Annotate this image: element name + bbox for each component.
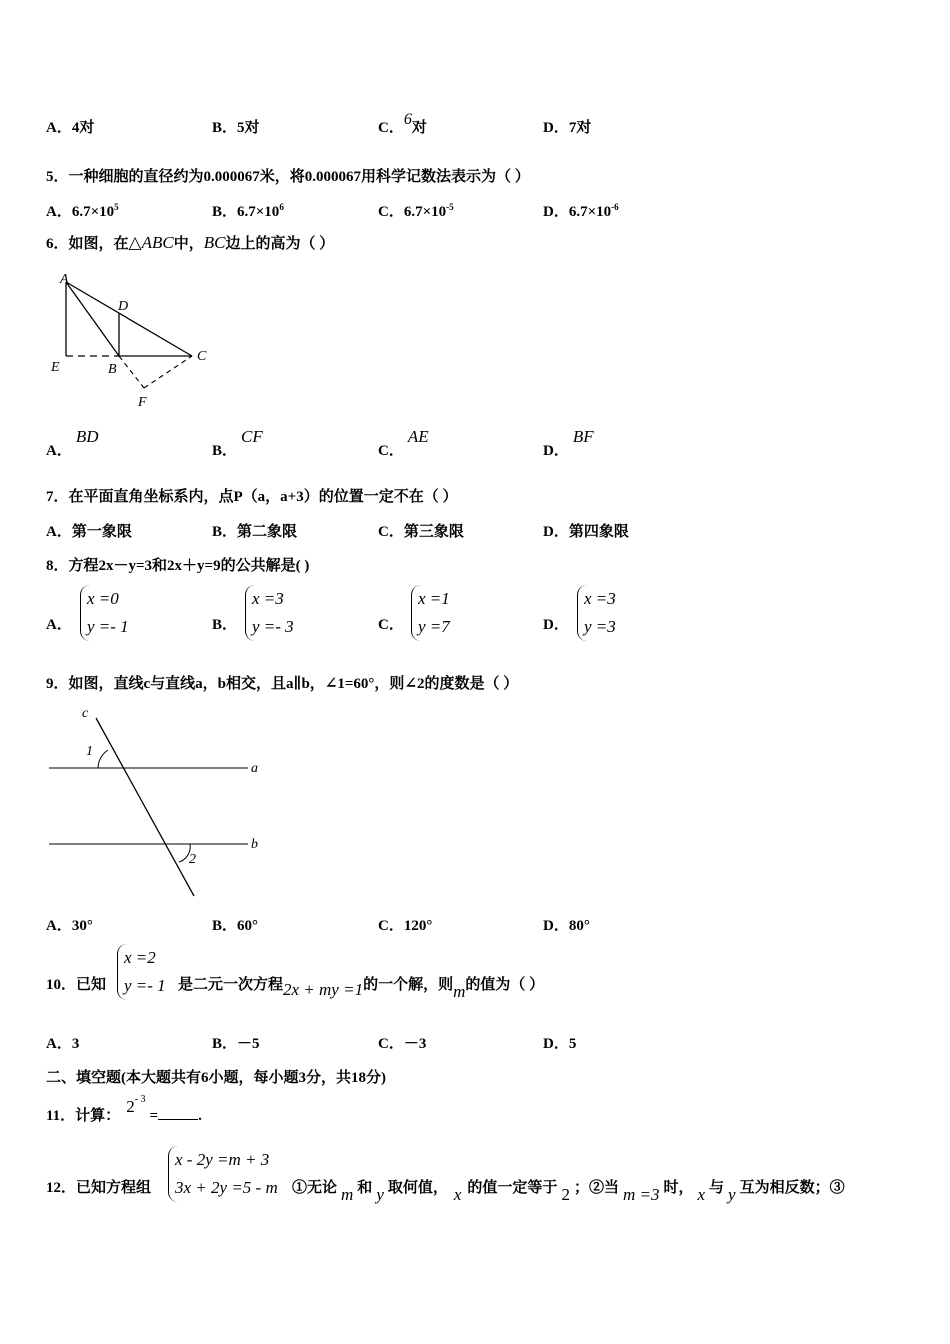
- q6-line-ab: [66, 282, 119, 356]
- q7-option-b: B．第二象限: [212, 524, 298, 540]
- q8-option-b-system: [245, 585, 294, 641]
- q9-option-d: D．80°: [543, 918, 590, 934]
- q4-option-c-suffix: 对: [411, 120, 427, 136]
- q9-option-a: A．30°: [46, 918, 93, 934]
- q6-stem-a: 6．如图，在: [46, 236, 129, 252]
- q8-option-a-eq1: x =0: [87, 589, 119, 608]
- q6-stem: [46, 232, 334, 253]
- q9-label-2: 2: [189, 852, 196, 867]
- q9-parallel-lines-figure: [40, 700, 280, 900]
- q4-option-c-number: 6: [403, 111, 412, 128]
- q10-m: m: [453, 982, 466, 1001]
- q11-exponent: - 3: [134, 1094, 146, 1105]
- q12-t8: 互为相反数；③: [739, 1180, 845, 1196]
- q10-option-d: D．5: [543, 1036, 577, 1052]
- q9-label-1: 1: [86, 744, 93, 759]
- q11-equals: =: [149, 1108, 159, 1124]
- q8-option-a-eq2: y =- 1: [87, 617, 129, 636]
- q7-option-a: A．第一象限: [46, 524, 132, 540]
- q10-stem-a: 10．已知: [46, 977, 107, 993]
- q6-line-ac: [66, 282, 192, 356]
- q5-option-b-exponent: 6: [279, 202, 284, 212]
- q4-option-a: A．4对: [46, 120, 95, 136]
- q6-side-bc: BC: [203, 233, 226, 252]
- q6-label-e: E: [51, 360, 60, 375]
- q10-system: [117, 944, 166, 1000]
- q12-two: 2: [561, 1185, 570, 1204]
- q6-option-d-letter: D．: [543, 443, 569, 459]
- q6-label-f: F: [138, 395, 147, 410]
- q10-option-b: B．－5: [212, 1036, 260, 1052]
- q12-m: m: [341, 1185, 354, 1204]
- q10-eq1: x =2: [124, 948, 156, 967]
- q8-stem: 8．方程2x－y=3和2x＋y=9的公共解是( ): [46, 558, 310, 574]
- q6-option-b: [212, 426, 263, 459]
- q6-stem-b: 中，: [173, 236, 204, 252]
- q8-option-a-system: [80, 585, 129, 641]
- q12-t1: ①无论: [292, 1180, 338, 1196]
- q4-option-b: B．5对: [212, 120, 260, 136]
- q8-option-d-eq1: x =3: [584, 589, 616, 608]
- q8-option-b-eq1: x =3: [252, 589, 284, 608]
- q6-option-d-value: BF: [572, 427, 594, 446]
- q12-stem-a: 12．已知方程组: [46, 1180, 152, 1196]
- q5-option-c-exponent: -5: [446, 202, 454, 212]
- q9-line-c: [96, 718, 194, 896]
- q6-label-c: C: [197, 349, 207, 364]
- q10-option-c: C．－3: [378, 1036, 427, 1052]
- q9-angle-1-arc: [98, 750, 108, 768]
- q5-option-a: [46, 200, 119, 221]
- q8-option-c-eq2: y =7: [418, 617, 450, 636]
- q12-t7: 与: [709, 1180, 725, 1196]
- q4-option-c: [378, 111, 427, 137]
- q10-stem-b: 是二元一次方程: [178, 977, 284, 993]
- q4-option-c-prefix: C．: [378, 120, 404, 136]
- q5-option-d-base: D．6.7×10: [543, 204, 612, 220]
- q6-option-c-letter: C．: [378, 443, 404, 459]
- q12-eq2: 3x + 2y =5 - m: [175, 1178, 278, 1197]
- q8-option-a-letter: A．: [46, 617, 72, 633]
- q9-option-b: B．60°: [212, 918, 259, 934]
- q5-option-d: [543, 200, 619, 221]
- q12-stem-rest: [292, 1176, 845, 1204]
- q6-option-b-value: CF: [241, 427, 263, 446]
- q11-stem: 11．计算： $2^{- 3}=$ .: [46, 1094, 202, 1124]
- q11-label: 11．计算：: [46, 1108, 121, 1124]
- q10-eq2: y =- 1: [124, 976, 166, 995]
- section-2-heading: 二、填空题(本大题共有6小题，每小题3分，共18分): [46, 1070, 386, 1086]
- q12-eq1: x - 2y =m + 3: [175, 1150, 270, 1169]
- q6-option-a: [46, 426, 99, 459]
- q5-stem: 5．一种细胞的直径约为0.000067米，将0.000067用科学记数法表示为（ ）: [46, 169, 530, 185]
- q6-option-c-value: AE: [407, 427, 429, 446]
- q11-base: 2: [126, 1097, 135, 1116]
- q8-option-d-eq2: y =3: [584, 617, 616, 636]
- q6-option-a-letter: A．: [46, 443, 72, 459]
- q12-t5: ；②当: [573, 1180, 619, 1196]
- q9-stem: 9．如图，直线c与直线a，b相交，且a∥b，∠1=60°，则∠2的度数是（ ）: [46, 676, 519, 692]
- q9-label-c: c: [82, 706, 89, 721]
- q11-answer-blank[interactable]: [158, 1105, 198, 1120]
- q12-x: x: [453, 1185, 462, 1204]
- q8-option-c-system: [411, 585, 450, 641]
- q7-option-c: C．第三象限: [378, 524, 464, 540]
- q6-stem-c: 边上的高为（ ）: [225, 236, 335, 252]
- q6-label-b: B: [108, 362, 117, 377]
- q9-option-c: C．120°: [378, 918, 433, 934]
- q9-label-a: a: [251, 761, 258, 776]
- q12-system: [168, 1146, 278, 1202]
- q6-option-d: [543, 426, 594, 459]
- q6-triangle-abc: △ABC: [128, 233, 174, 252]
- q8-option-d-system: [577, 585, 616, 641]
- q7-option-d: D．第四象限: [543, 524, 629, 540]
- q5-option-b: [212, 200, 284, 221]
- q4-option-d: D．7对: [543, 120, 592, 136]
- q6-option-c: [378, 426, 429, 459]
- q8-option-c-letter: C．: [378, 617, 404, 633]
- q12-t6: 时，: [663, 1180, 694, 1196]
- q5-option-d-exponent: -6: [611, 202, 619, 212]
- q6-triangle-figure: [40, 268, 230, 413]
- q10-equation: 2x + my =1: [283, 980, 364, 999]
- q12-m-eq-3: m =3: [622, 1185, 660, 1204]
- q5-option-a-exponent: 5: [114, 202, 119, 212]
- q12-t3: 取何值，: [387, 1180, 448, 1196]
- q10-stem-rest: [178, 973, 545, 1001]
- q5-option-b-base: B．6.7×10: [212, 204, 280, 220]
- q12-t4: 的值一定等于: [467, 1180, 558, 1196]
- q12-t2: 和: [357, 1180, 373, 1196]
- q6-option-b-letter: B．: [212, 443, 238, 459]
- q12-x2: x: [697, 1185, 706, 1204]
- q12-y2: y: [728, 1185, 736, 1204]
- q9-label-b: b: [251, 837, 258, 852]
- q5-option-c-base: C．6.7×10: [378, 204, 447, 220]
- q6-label-d: D: [118, 299, 129, 314]
- q6-label-a: A: [60, 272, 69, 287]
- q12-y: y: [376, 1185, 384, 1204]
- q8-option-c-eq1: x =1: [418, 589, 450, 608]
- q10-stem-c: 的一个解，则: [363, 977, 454, 993]
- q6-line-fc-dashed: [144, 356, 192, 388]
- q10-stem-d: 的值为（ ）: [465, 977, 545, 993]
- q8-option-d-letter: D．: [543, 617, 569, 633]
- q8-option-b-letter: B．: [212, 617, 238, 633]
- q5-option-c: [378, 200, 454, 221]
- q5-option-a-base: A．6.7×10: [46, 204, 115, 220]
- q6-option-a-value: BD: [75, 427, 99, 446]
- q10-option-a: A．3: [46, 1036, 80, 1052]
- q8-option-b-eq2: y =- 3: [252, 617, 294, 636]
- q7-stem: 7．在平面直角坐标系内，点P（a，a+3）的位置一定不在（ ）: [46, 489, 458, 505]
- q6-line-bf-dashed: [119, 356, 144, 388]
